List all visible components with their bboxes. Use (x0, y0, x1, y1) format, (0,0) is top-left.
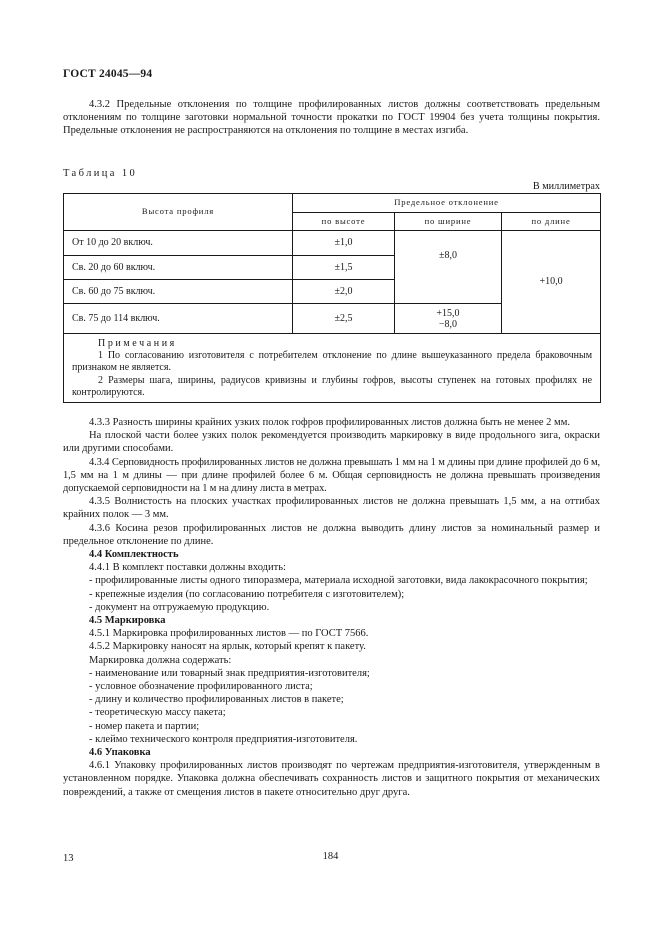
list-item: - документ на отгружаемую продукцию. (89, 601, 270, 613)
header-profile-height: Высота профиля (64, 194, 293, 231)
paragraph-4-6-1: 4.6.1 Упаковку профилированных листов производят по чертежам предприятия-изготовителя, утвержденным в установленном порядке. Упаковка должна обеспечивать сохранность листов и защитного покрытия от механических повреждений, а также от смещения листов в пакете относительно друг друга. (63, 760, 600, 798)
table-cell-by-height: ±2,5 (293, 304, 395, 334)
paragraph-4-5-1: 4.5.1 Маркировка профилированных листов — по ГОСТ 7566. (89, 628, 369, 640)
document-code: ГОСТ 24045—94 (63, 68, 153, 80)
table-units: В миллиметрах (532, 181, 600, 192)
note-2: 2 Размеры шага, ширины, радиусов кривизны и глубины гофров, высоты ступенек на готовых профилях не контролируются. (72, 374, 593, 398)
page-number: 184 (322, 851, 339, 862)
paragraph-4-3-3: 4.3.3 Разность ширины крайних узких полок гофров профилированных листов должна быть не менее 2 мм. (89, 417, 570, 428)
header-by-width: по ширине (395, 213, 502, 231)
list-item: - длину и количество профилированных листов в пакете; (89, 694, 344, 706)
table-cell-height: Св. 60 до 75 включ. (64, 280, 293, 304)
list-item: - клеймо технического контроля предприятия-изготовителя. (89, 733, 358, 745)
table-cell-by-height: ±1,5 (293, 256, 395, 280)
list-item: - крепежные изделия (по согласованию потребителя с изготовителем); (89, 588, 405, 600)
note-1: 1 По согласованию изготовителя с потребителем отклонение по длине вышеуказанного предела браковочным признаком не является. (72, 350, 593, 374)
table-cell-by-width (395, 304, 502, 334)
footer-left-number: 13 (63, 853, 74, 864)
notes-title: Примечания (98, 338, 177, 349)
table-cell-height: Св. 20 до 60 включ. (64, 256, 293, 280)
paragraph-4-3-3-b: На плоской части более узких полок рекомендуется производить маркировку в виде продольного зига, окраски или другими способами. (63, 430, 600, 455)
width-plus-value: +15,0 (436, 307, 460, 319)
paragraph-4-3-6: 4.3.6 Косина резов профилированных листов не должна выводить длину листов за номинальный размер и предельное отклонение по длине. (63, 522, 600, 547)
paragraph-4-3-5: 4.3.5 Волнистость на плоских участках профилированных листов не должна превышать 1,5 мм, а на оттибах крайних полок — 3 мм. (63, 496, 600, 521)
list-item: - условное обозначение профилированного листа; (89, 681, 313, 693)
paragraph-4-3-2: 4.3.2 Предельные отклонения по толщине профилированных листов должны соответствовать предельным отклонениям по толщине заготовки нормальной точности прокатки по ГОСТ 19904 без учета толщины покрытия. Предельные отклонения не распространяются на отклонения по толщине в местах изгиба. (63, 99, 600, 137)
section-heading-4-6: 4.6 Упаковка (89, 747, 151, 759)
width-minus-value: −8,0 (438, 318, 458, 330)
paragraph-4-5-2: 4.5.2 Маркировку наносят на ярлык, который крепят к пакету. (89, 641, 366, 653)
header-limit-deviation: Предельное отклонение (293, 194, 601, 213)
paragraph-4-4-1: 4.4.1 В комплект поставки должны входить: (89, 562, 286, 574)
table-cell-by-width: ±8,0 (395, 231, 502, 304)
header-by-length: по длине (502, 213, 601, 231)
body-text (63, 416, 600, 799)
table-cell-height: Св. 75 до 114 включ. (64, 304, 293, 334)
section-heading-4-4: 4.4 Комплектность (89, 549, 179, 561)
table-cell-by-length: +10,0 (502, 231, 601, 334)
paragraph-4-3-4: 4.3.4 Серповидность профилированных листов не должна превышать 1 мм на 1 м длины при длине профилей до 6 м, 1,5 мм на 1 м длины — при длине профилей более 6 м. Общая серповидность не должна превышать произведения допускаемой серповидности на 1 м на длину листа в метрах. (63, 456, 600, 495)
section-heading-4-5: 4.5 Маркировка (89, 615, 166, 627)
table-cell-by-height: ±2,0 (293, 280, 395, 304)
list-item: - профилированные листы одного типоразмера, материала исходной заготовки, вида лакокрасочного покрытия; (89, 575, 588, 587)
list-item: - номер пакета и партии; (89, 720, 200, 732)
header-by-height: по высоте (293, 213, 395, 231)
list-item: - теоретическую массу пакета; (89, 707, 226, 719)
table-caption: Таблица 10 (63, 168, 138, 179)
table-cell-height: От 10 до 20 включ. (64, 231, 293, 256)
paragraph-4-5-lead: Маркировка должна содержать: (89, 654, 232, 666)
table-cell-by-height: ±1,0 (293, 231, 395, 256)
table-notes (64, 334, 601, 403)
deviation-table (63, 193, 601, 403)
list-item: - наименование или товарный знак предприятия-изготовителя; (89, 667, 370, 679)
